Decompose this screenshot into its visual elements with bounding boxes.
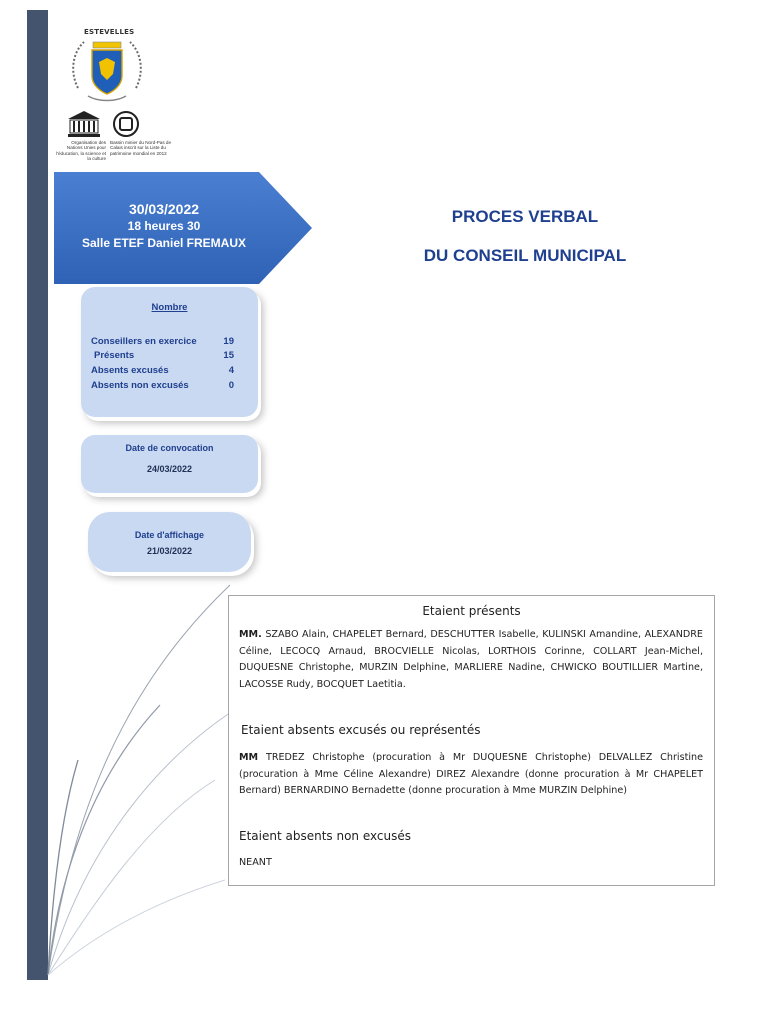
count-label: Absents non excusés — [91, 380, 189, 391]
count-header: Nombre — [151, 302, 188, 313]
excused-list — [239, 750, 703, 800]
count-value: 15 — [223, 350, 234, 361]
meeting-place: Salle ETEF Daniel FREMAUX — [81, 236, 247, 250]
present-prefix: MM. — [239, 629, 262, 640]
excused-heading: Etaient absents excusés ou représentés — [241, 723, 481, 737]
posting-date: 21/03/2022 — [146, 546, 193, 556]
excused-prefix: MM — [239, 752, 259, 763]
world-heritage-logo — [112, 110, 140, 138]
unexcused-heading: Etaient absents non excusés — [239, 829, 411, 843]
convocation-date-card — [81, 435, 258, 493]
count-label: Absents excusés — [91, 365, 169, 376]
sidebar-bar — [27, 10, 48, 980]
count-label: Présents — [94, 350, 135, 361]
count-row — [91, 336, 234, 349]
posting-date-card — [88, 512, 251, 572]
meeting-time: 18 heures 30 — [127, 219, 201, 233]
count-row — [91, 365, 234, 378]
excused-names: TREDEZ Christophe (procuration à Mr DUQUESNE Christophe) DELVALLEZ Christine (procuration à Mme Céline Alexandre) DIREZ Alexandre (donne procuration à Mr CHAPELET Bernard) BERNARDINO Bernadette (donne procuration à Mme MURZIN Delphine) — [239, 752, 703, 797]
meeting-date: 30/03/2022 — [128, 201, 200, 217]
unesco-logo — [66, 110, 102, 138]
convocation-label: Date de convocation — [125, 443, 214, 453]
heritage-caption: Bassin minier du Nord-Pas de Calais inscrit sur la Liste du patrimoine mondial en 2012 — [110, 140, 172, 156]
convocation-date: 24/03/2022 — [146, 464, 193, 474]
count-row — [91, 380, 234, 393]
attendance-box — [228, 595, 715, 886]
count-value: 4 — [228, 365, 234, 376]
councillor-count-card — [81, 287, 258, 417]
count-value: 0 — [228, 380, 234, 391]
present-heading: Etaient présents — [422, 604, 521, 618]
document-title-line1: PROCES VERBAL — [451, 207, 599, 226]
count-row — [91, 350, 234, 363]
meeting-info — [56, 200, 272, 252]
crest-name: ESTEVELLES — [84, 28, 135, 36]
unexcused-text: NEANT — [239, 857, 272, 868]
document-title-line2: DU CONSEIL MUNICIPAL — [423, 246, 627, 265]
present-names: SZABO Alain, CHAPELET Bernard, DESCHUTTER Isabelle, KULINSKI Amandine, ALEXANDRE Céline, LECOCQ Arnaud, BROCVIELLE Nicolas, LORTHOIS Corinne, COLLART Jean-Michel, DUQUESNE Christophe, MURZIN Delphine, MARLIERE Nadine, CHWICKO BOUTILLIER Martine, LACOSSE Rudy, BOCQUET Laetitia. — [239, 629, 703, 690]
count-label: Conseillers en exercice — [91, 336, 197, 347]
posting-label: Date d'affichage — [134, 530, 205, 540]
present-list — [239, 627, 703, 693]
unesco-caption: Organisation des Nations Unies pour l'éducation, la science et la culture — [56, 140, 106, 162]
count-value: 19 — [223, 336, 234, 347]
estevelles-crest-logo — [68, 28, 146, 108]
